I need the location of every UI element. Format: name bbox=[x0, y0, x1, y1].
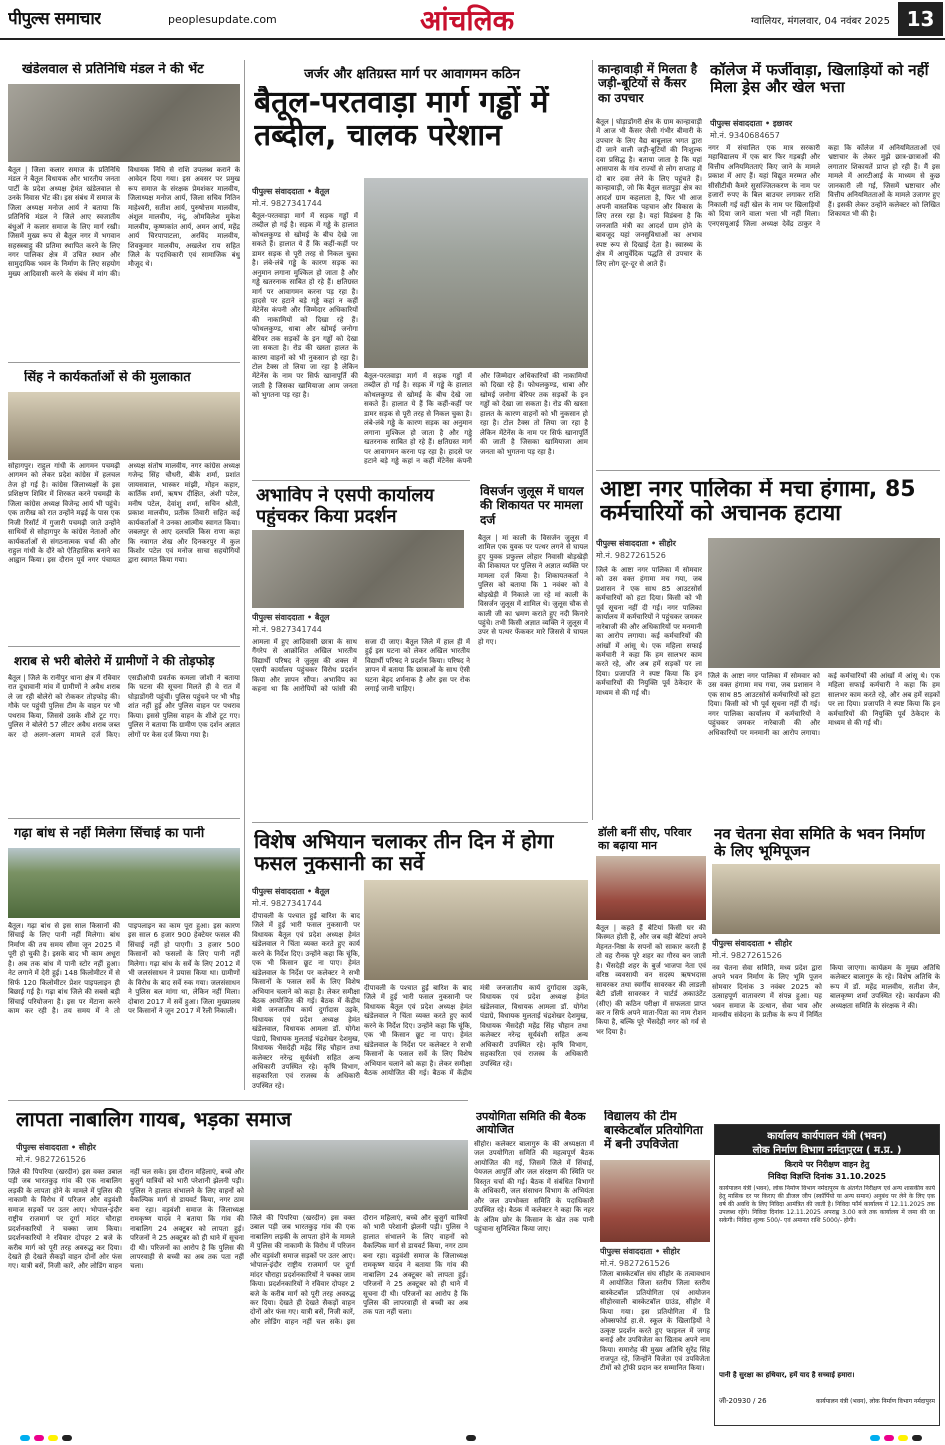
dolly-headline: डॉली बनीं सीए, परिवार का बढ़ाया मान bbox=[598, 826, 692, 853]
visarjan-body: बैतूल | मां काली के विसर्जन जुलूस में शामिल एक युवक पर पत्थर लगने से घायल हुए युवक प्रफुल्ल लोहार निवासी बोड़खेड़ी की शिकायत पर पुलिस ने अज्ञात व्यक्ति पर मामला दर्ज किया है। शिकायतकर्ता ने पुलिस को बताया कि 1 नवंबर को वे बोड़खेड़ी में निकाले जा रहे मां काली के विसर्जन जुलूस में शामिल थे। जुलूस चौक से काली जी का भ्रमण कराते हुए नदी किनारे पहुंचे। तभी किसी अज्ञात व्यक्ति ने जुलूस में उपर से पत्थर फेंककर मारे जिससे वे घायल हो गए। bbox=[478, 534, 588, 646]
column-rule bbox=[592, 60, 593, 820]
missing-body: जिले की पिपरिया (खरदीन) इस वक्त उबाल पड़ी जब भारतकुड़ गांव की एक नाबालिग लड़की के लापता होने के मामले में पुलिस की नाकामी के विरोध में परिजन और वड़ुवंशी समाज सड़कों पर उतर आए। भोपाल-इंदौर राष्ट्रीय राजमार्ग पर दूर्गा मांदर चौराहा प्रदर्शनकारियों ने चक्का जाम किया। प्रदर्शनकारियों ने रविवार दोपहर 2 बजे के करीब मार्ग को पूरी तरह अवरुद्ध कर दिया। देखते ही देखते सैकड़ों वाहन दोनों ओर फंस गए। यात्री बसें, निजी कारें, और लोडिंग वाहन नहीं चल सके। इस दौरान महिलाएं, बच्चे और बुजुर्ग यात्रियों को भारी परेशानी झेलनी पड़ी। पुलिस ने हालात संभालने के लिए वाहनों को वैकल्पिक मार्ग से डायवर्ट किया, नगर ठाम बना रहा। वड़ुवंशी समाज के जिलाध्यक्ष रामकृष्ण यादव ने बताया कि गांव की नाबालिग 24 अक्टूबर को लापता हुई। परिजनों ने 25 अक्टूबर को ही थाने में सूचना दी थी। परिजनों का आरोप है कि पुलिस की लापरवाही से बच्ची का अब तक पता नहीं चला। bbox=[8, 1168, 244, 1271]
cyan-mark bbox=[870, 1435, 880, 1441]
dam-headline: गढ़ा बांध से नहीं मिलेगा सिंचाई का पानी bbox=[14, 826, 205, 841]
ad-dept: लोक निर्माण विभाग नर्मदापुरम ( म.प्र. ) bbox=[752, 1145, 902, 1155]
cancer-headline: कान्हावाड़ी में मिलता है जड़ी-बूटियों से कैंसर का उपचार bbox=[598, 62, 698, 105]
basketball-byline: पीपुल्स संवाददाता • सीहोर bbox=[600, 1247, 680, 1256]
abvp-byline: पीपुल्स संवाददाता • बैतूल bbox=[252, 613, 330, 622]
abvp-headline: अभाविप ने एसपी कार्यालय पहुंचकर किया प्रदर्शन bbox=[256, 486, 434, 527]
abvp-photo bbox=[252, 530, 464, 608]
ad-ref: जी-20930 / 26 bbox=[719, 1397, 767, 1405]
ad-subtitle: निविदा विज्ञप्ति दिनांक 31.10.2025 bbox=[767, 1172, 887, 1181]
singh-photo bbox=[8, 392, 240, 460]
committee-body: सीहोर। कलेक्टर बालागुरु के की अध्यक्षता में जल उपयोगिता समिति की महत्वपूर्ण बैठक आयोजित की गई, जिसमें जिले में सिंचाई, पेयजल आपूर्ति और जल संरक्षण की स्थिति पर विस्तृत चर्चा की गई। बैठक में संबंधित विभागों के अधिकारी, जल संसाधन विभाग के अभियंता और जल उपभोक्ता समिति के पदाधिकारी उपस्थित रहे। बैठक में कलेक्टर ने कहा कि नहर के अंतिम छोर के किसान के खेत तक पानी पहुंचाना सुनिश्चित किया जाए। bbox=[474, 1140, 594, 1233]
college-headline: कॉलेज में फर्जीवाड़ा, खिलाड़ियों को नहीं मिला ड्रेस और खेल भत्ता bbox=[710, 62, 929, 97]
magenta-mark bbox=[884, 1435, 894, 1441]
ad-body: कार्यपालन यंत्री (भवन), लोक निर्माण विभाग नर्मदापुरम के अंतर्गत निरीक्षण एवं अन्य शासकीय कार्य हेतु मासिक दर पर किराए की डीजल जीप (स्कॉर्पियो या अन्य समान) अनुबंध पर लेने के लिए एक वर्ष की अवधि के लिए निविदा आमंत्रित की जाती है। निविदा फॉर्म कार्यालय में 12.11.2025 तक उपलब्ध रहेंगे। निविदा दिनांक 12.11.2025 अपराह्न 3.00 बजे तक कार्यालय में जमा की जा सकेगी। निविदा शुल्क 500/- एवं अमानत राशि 5000/- होगी। bbox=[719, 1185, 935, 1225]
masthead bbox=[0, 0, 945, 40]
road-mobile: मो.नं. 9827341744 bbox=[252, 199, 322, 208]
basketball-mobile: मो.नं. 9827261526 bbox=[600, 1259, 670, 1268]
singh-headline: सिंह ने कार्यकर्ताओं से की मुलाकात bbox=[24, 370, 191, 385]
missing-body-cont: जिले की पिपरिया (खरदीन) इस वक्त उबाल पड़ी जब भारतकुड़ गांव की एक नाबालिग लड़की के लापता होने के मामले में पुलिस की नाकामी के विरोध में परिजन और वड़ुवंशी समाज सड़कों पर उतर आए। भोपाल-इंदौर राष्ट्रीय राजमार्ग पर दूर्गा मांदर चौराहा प्रदर्शनकारियों ने चक्का जाम किया। प्रदर्शनकारियों ने रविवार दोपहर 2 बजे के करीब मार्ग को पूरी तरह अवरुद्ध कर दिया। देखते ही देखते सैकड़ों वाहन दोनों ओर फंस गए। यात्री बसें, निजी कारें, और लोडिंग वाहन नहीं चल सके। इस दौरान महिलाएं, बच्चे और बुजुर्ग यात्रियों को भारी परेशानी झेलनी पड़ी। पुलिस ने हालात संभालने के लिए वाहनों को वैकल्पिक मार्ग से डायवर्ट किया, नगर ठाम बना रहा। वड़ुवंशी समाज के जिलाध्यक्ष रामकृष्ण यादव ने बताया कि गांव की नाबालिग 24 अक्टूबर को लापता हुई। परिजनों ने 25 अक्टूबर को ही थाने में सूचना दी थी। परिजनों का आरोप है कि पुलिस की लापरवाही से बच्ची का अब तक पता नहीं चला। bbox=[250, 1214, 468, 1326]
committee-headline: उपयोगिता समिति की बैठक आयोजित bbox=[476, 1110, 586, 1137]
survey-body-cont: दीपावली के पश्चात हुई बारिश के बाद जिले में हुई भारी फसल नुकसानी पर विधायक बैतूल एवं प्रदेश अध्यक्ष हेमंत खंडेलवाल ने चिंता व्यक्त करते हुए कार्य करने के निर्देश दिए। उन्होंने कहा कि चूंकि, एक भी किसान छूट ना पाए। हेमंत खंडेलवाल के निर्देश पर कलेक्टर ने सभी किसानों के फसल सर्वे के लिए विशेष अभियान चलाने को कहा है। लेकर समीक्षा बैठक आयोजित की गई। बैठक में केंद्रीय मंत्री जनजातीय कार्य दुर्गादास उइके, विधायक एवं प्रदेश अध्यक्ष हेमंत खंडेलवाल, विधायक आमला डॉ. योगेश पंडाग्रे, विधायक मुलताई चंद्रशेखर देशमुख, विधायक भैंसदेही महेंद्र सिंह चौहान तथा कलेक्टर नरेन्द्र सूर्यवंशी सहित अन्य अधिकारी उपस्थित रहे। कृषि विभाग, सहकारिता एवं राजस्व के अधिकारी उपस्थित रहे। bbox=[364, 984, 588, 1077]
divider bbox=[252, 480, 470, 481]
paper-url[interactable]: peoplesupdate.com bbox=[168, 13, 277, 26]
survey-photo bbox=[364, 880, 588, 980]
paper-name: पीपुल्स समाचार bbox=[8, 9, 101, 29]
abvp-body: आमला में हुए आदिवासी छात्रा के साथ गैंगरेप से आक्रोशित अखिल भारतीय विद्यार्थी परिषद ने जुलूस की शक्ल में एसपी कार्यालय पहुंचकर विरोध प्रदर्शन किया और ज्ञापन सौंपा। अभाविप का कहना था कि आरोपियों को फांसी की सजा दी जाए। बैतूल जिले में हाल ही में हुई इस घटना को लेकर अखिल भारतीय विद्यार्थी परिषद ने प्रदर्शन किया। परिषद ने ज्ञापन में बताया कि छात्राओं के साथ ऐसी घटना बेहद शर्मनाक है और इस पर रोक लगाई जानी चाहिए। bbox=[252, 638, 470, 694]
page-number: 13 bbox=[898, 2, 943, 36]
survey-body: दीपावली के पश्चात हुई बारिश के बाद जिले में हुई भारी फसल नुकसानी पर विधायक बैतूल एवं प्रदेश अध्यक्ष हेमंत खंडेलवाल ने चिंता व्यक्त करते हुए कार्य करने के निर्देश दिए। उन्होंने कहा कि चूंकि, एक भी किसान छूट ना पाए। हेमंत खंडेलवाल के निर्देश पर कलेक्टर ने सभी किसानों के फसल सर्वे के लिए विशेष अभियान चलाने को कहा है। लेकर समीक्षा बैठक आयोजित की गई। बैठक में केंद्रीय मंत्री जनजातीय कार्य दुर्गादास उइके, विधायक एवं प्रदेश अध्यक्ष हेमंत खंडेलवाल, विधायक आमला डॉ. योगेश पंडाग्रे, विधायक मुलताई चंद्रशेखर देशमुख, विधायक भैंसदेही महेंद्र सिंह चौहान तथा कलेक्टर नरेन्द्र सूर्यवंशी सहित अन्य अधिकारी उपस्थित रहे। कृषि विभाग, सहकारिता एवं राजस्व के अधिकारी उपस्थित रहे। bbox=[252, 912, 360, 1090]
navchetna-photo bbox=[712, 864, 940, 934]
tender-ad bbox=[714, 1124, 940, 1426]
navchetna-body: नव चेतना सेवा समिति, मध्य प्रदेश द्वारा अपने भवन निर्माण के लिए भूमि पूजन सोमवार दिनांक 3 नवंबर 2025 को उत्साहपूर्ण वातावरण में संपन्न हुआ। यह भवन समाज के उत्थान, सेवा भाव और मानवीय संवेदना के प्रतीक के रूप में निर्मित किया जाएगा। कार्यक्रम के मुख्य अतिथि कलेक्टर बालागुरु के रहे। विशेष अतिथि के रूप में डॉ. महेंद्र मालवीय, सतीश जैन, बालकृष्ण शर्मा उपस्थित रहे। कार्यक्रम की अध्यक्षता समिति के संरक्षक ने की। bbox=[712, 964, 940, 1020]
navchetna-headline: नव चेतना सेवा समिति के भवन निर्माण के लिए भूमिपूजन bbox=[714, 826, 925, 861]
road-kicker: जर्जर और क्षतिग्रस्त मार्ग पर आवागमन कठिन bbox=[304, 67, 520, 82]
dam-photo bbox=[8, 848, 240, 918]
dam-body: बैतूल। गढ़ा बांध से इस साल किसानों की सिंचाई के लिए पानी नहीं मिलेगा। बांध निर्माण की तय समय सीमा जून 2025 में पूरी हो चुकी है। इसके बाद भी काम अधूरा है। अब तक बांध में पानी स्टोर नहीं हुआ। नेट लगाने में देरी हुई। 148 किलोमीटर में से सिर्फ 120 किलोमीटर प्रेशर पाइपलाइन ही बिछाई गई है। गढ़ा बांध जिले की सबसे बड़ी सिंचाई परियोजना है। इस पर मेंटाना करने काम कर रही है। तय समय में ने तो पाइपलाइन का काम पूरा हुआ। इस कारण इस साल 6 हजार 900 हेक्टेयर फसल की सिंचाई नहीं हो पाएगी। 3 हजार 500 किसानों को फसलों के लिए पानी नहीं मिलेगा। गढ़ा बांध के सर्वे के लिए 2012 में भी जलसंसाधन ने प्रयास किया था। ग्रामीणों के विरोध के बाद सर्वे रुक गया। जलसंसाधन ने पुलिस बल मांगा था, लेकिन नहीं मिला। दोबारा 2017 में सर्वे हुआ। जिला मुख्यालय पर किसानों ने जून 2017 में रैली निकाली। bbox=[8, 922, 240, 1015]
divider bbox=[8, 646, 240, 647]
college-mobile: मो.नं. 9340684657 bbox=[710, 131, 780, 140]
missing-byline: पीपुल्स संवाददाता • सीहोर bbox=[16, 1143, 96, 1152]
liquor-body: बैतूल | जिले के रानीपुर थाना क्षेत्र में रविवार रात दुधावानी मांव में ग्रामीणों ने अवैध शराब ले जा रही बोलेरो को रोककर तोड़फोड़ की। गौके पर पहुंची पुलिस टीम के वाहन पर भी पथराव किया, जिससे उसके शीशे टूट गए। पुलिस ने बोलेरो 57 लीटर अवैध शराब जब्त कर दो अलग-अलग मामले दर्ज किए। एसडीओपी प्रवर्तक कमला जोशी ने बताया कि घटना की सूचना मिलते ही वे रात में घोड़ाडोंगरी पहुंचीं। पुलिस पहुंचने पर भी भीड़ शांत नहीं हुई और पुलिस वाहन पर पथराव किया। इससे पुलिस वाहन के शीशे टूट गए। पुलिस ने बताया कि ग्रामीण एक दर्शन अज्ञात लोगों पर केस दर्ज किया गया है। bbox=[8, 674, 240, 739]
survey-headline: विशेष अभियान चलाकर तीन दिन में होगा फसल नुकसानी का सर्वे bbox=[254, 830, 554, 874]
basketball-body: जिला बास्केटबॉल संघ सीहोर के तत्वावधान में आयोजित जिला स्तरीय जिला स्तरीय बास्केटबॉल प्रतियोगिता एवं आयोजन सीहोरवाली बास्केटबॉल ग्राउंड, सीहोर में किया गया। इस प्रतियोगिता में डि ओक्सफोर्ड हा.से. स्कूल के खिलाड़ियों ने उत्कृष्ट प्रदर्शन करते हुए फाइनल में जगह बनाई और उपविजेता का खिताब अपने नाम किया। समारोह की मुख्य अतिथि सुरेंद्र सिंह राजपूत रहे, जिन्होंने विजेता एवं उपविजेता टीमों को ट्रॉफी प्रदान कर सम्मानित किया। bbox=[600, 1270, 710, 1373]
missing-mobile: मो.नं. 9827261526 bbox=[16, 1155, 86, 1164]
cancer-body: बैतूल | घोड़ाडोंगरी क्षेत्र के ग्राम कान्हावाड़ी में आज भी कैंसर जैसी गंभीर बीमारी के उपचार के लिए वैद्य बाबूलाल भगत द्वारा दी जाने वाली जड़ी-बूटियों की निःशुल्क दवा प्रसिद्ध है। बताया जाता है कि यहां आसपास के गांव राज्यों से लोग सप्ताह में दो बार दवा लेने के लिए पहुंचते हैं। कान्हावाड़ी, जो कि बैतूल सतपुड़ा क्षेत्र का आदर्श ग्राम कहलाता है, फिर भी आज अपनी वास्तविक पहचान और विकास के लिए तरस रहा है। यहां विडंबना है कि जनजाति मंत्री का आदर्श ग्राम होने के बावजूद यहां जनसुविधाओं का अभाव स्पष्ट रूप से दिखाई देता है। स्वास्थ्य के क्षेत्र में आयुर्वेदिक पद्धति से उपचार के लिए लोग दूर-दूर से आते हैं। bbox=[596, 118, 702, 268]
road-body-cont: बैतूल-परतवाड़ा मार्ग में सड़क गड्ढों में तब्दील हो गई है। सड़क में गड्ढे के हालात कोथलकुण्ड से खोमई के बीच देखे जा सकते हैं। हालात ये हैं कि कहीं-कहीं पर डामर सड़क से पूरी तरह से निकल चुका है। लंबे-लंबे गड्ढे के कारण सड़क का अनुमान लगाना मुश्किल हो जाता है और गड्ढे खतरनाक साबित हो रहे हैं। क्षतिग्रस्त मार्ग पर आवागमन करना पड़ रहा है। हादसे पर हटाने बड़े गड्ढे कहां न कहीं मेंटेनेंस कंपनी और जिम्मेदार अधिकारियों की नाकामियों को दिखा रहे हैं। फोथलकुण्ड, धाबा और खोमई जनोगा बेरियर तक सड़कों के इन गड्ढों को देखा जा सकता है। रोड की खस्ता हालत के कारण वाहनों को भी नुकसान हो रहा है। टोल टैक्स तो लिया जा रहा है लेकिन मेंटेनेंस के नाम पर सिर्फ खानापूर्ति की जाती है जिसका खामियाजा आम जनता को भुगतना पड़ रहा है। bbox=[364, 372, 588, 465]
cyan-mark bbox=[20, 1435, 30, 1441]
college-body: नगर में संचालित एक मात्र सरकारी महाविद्यालय में एक बार फिर गड़बड़ी और वित्तीय अनियमितताएं किए जाने के मामले प्रकाश में आए हैं। यहां विद्युत मरम्मत और सीसीटीवी कैमरे सुसज्जितकरण के नाम पर हजारों रुपए के बिल बाउचर लगाकर राशि निकाली गई वहीं खेल के नाम पर खिलाड़ियों को दिया जाने वाला भत्ता भी नहीं मिला। एनएसयूआई जिला अध्यक्ष देवेंद्र ठाकुर ने कहा कि कॉलेज में अनियमितताओं एवं भ्रष्टाचार के लेकर मुझे छात्र-छात्राओं की लगातार शिकायतें प्राप्त हो रही हैं। मैं इस मामले में आरटीआई के माध्यम से कुछ जानकारी ली गई, जिसमें भ्रष्टाचार और वित्तीय अनियमितताओं के मामले उजागर हुए हैं। इसकी लेकर उन्होंने कलेक्टर को लिखित शिकायत भी की है। bbox=[708, 144, 940, 228]
survey-byline: पीपुल्स संवाददाता • बैतूल bbox=[252, 887, 330, 896]
dolly-photo bbox=[596, 856, 706, 920]
college-byline: पीपुल्स संवाददाता • इछावर bbox=[710, 119, 793, 128]
ashta-mobile: मो.नं. 9827261526 bbox=[596, 551, 666, 560]
black-mark bbox=[912, 1435, 922, 1441]
yellow-mark bbox=[48, 1435, 58, 1441]
divider bbox=[252, 822, 588, 823]
ad-header bbox=[715, 1125, 939, 1155]
ashta-photo bbox=[708, 538, 940, 668]
column-rule bbox=[244, 60, 245, 1090]
ad-office: कार्यालय कार्यपालन यंत्री (भवन) bbox=[767, 1131, 887, 1142]
center-mark bbox=[466, 1435, 476, 1441]
missing-headline: लापता नाबालिग गायब, भड़का समाज bbox=[16, 1108, 292, 1131]
liquor-headline: शराब से भरी बोलेरो में ग्रामीणों ने की तोड़फोड़ bbox=[14, 654, 215, 668]
ad-title: किराये पर निरीक्षण वाहन हेतु bbox=[784, 1160, 870, 1169]
navchetna-mobile: मो.नं. 9827261526 bbox=[712, 951, 782, 960]
section-title: आंचलिक bbox=[420, 4, 515, 37]
road-byline: पीपुल्स संवाददाता • बैतूल bbox=[252, 187, 330, 196]
divider bbox=[8, 818, 240, 819]
navchetna-byline: पीपुल्स संवाददाता • सीहोर bbox=[712, 939, 792, 948]
yellow-mark bbox=[898, 1435, 908, 1441]
khandelwal-body: बैतूल | जिला कलार समाज के प्रतिनिधि मंडल ने बैतूल विधायक और भारतीय जनता पार्टी के प्रदेश अध्यक्ष हेमंत खंडेलवाल से उनके निवास भेंट की। इस संबंध में समाज के जिला अध्यक्ष मनोज आर्य ने बताया कि प्रतिनिधि मंडल ने जिले आए स्वजातीय बंधुओं ने कलार समाज के लिए मार्ग रखी। जिसमें मुख्य रूप से बैतूल नगर में भगवान सहस्त्रबाहु की प्रतिमा स्थापित करने के लिए नगर पालिका क्षेत्र में उचित स्थान और सामुदायिक भवन के निर्माण के लिए सहयोग मुख्य आदिवासी करने के संबंध में मांग की। विधायक निधि से राशि उपलब्ध कराने के आवेदन दिया गया। इस अवसर पर प्रमुख रूप समाज के संरक्षक प्रेमशंकर मालवीय, जिलाध्यक्ष मनोज आर्य, जिला सचिव नितिन माहेश्वरी, सतीश आर्य, पुरुषोत्तम मालवीय, अंशुल मालवीय, नंदू, ओमविलेश मुकेश मालवीय, कृष्णकांत आर्य, अमन आर्य, महेंद्र आर्य चिरपापाटला, अरविंद मालवीय, शिवकुमार मालवीय, अखलेश राय सहित जिले के पदाधिकारी एवं सामाजिक बंधु मौजूद थे। bbox=[8, 166, 240, 278]
ashta-byline: पीपुल्स संवाददाता • सीहोर bbox=[596, 539, 676, 548]
road-body: बैतूल-परतवाड़ा मार्ग में सड़क गड्ढों में तब्दील हो गई है। सड़क में गड्ढे के हालात कोथलकुण्ड से खोमई के बीच देखे जा सकते हैं। हालात ये हैं कि कहीं-कहीं पर डामर सड़क से पूरी तरह से निकल चुका है। लंबे-लंबे गड्ढे के कारण सड़क का अनुमान लगाना मुश्किल हो जाता है और गड्ढे खतरनाक साबित हो रहे हैं। क्षतिग्रस्त मार्ग पर आवागमन करना पड़ रहा है। हादसे पर हटाने बड़े गड्ढे कहां न कहीं मेंटेनेंस कंपनी और जिम्मेदार अधिकारियों की नाकामियों को दिखा रहे हैं। फोथलकुण्ड, धाबा और खोमई जनोगा बेरियर तक सड़कों के इन गड्ढों को देखा जा सकता है। रोड की खस्ता हालत के कारण वाहनों को भी नुकसान हो रहा है। टोल टैक्स तो लिया जा रहा है लेकिन मेंटेनेंस के नाम पर सिर्फ खानापूर्ति की जाती है जिसका खामियाजा आम जनता को भुगतना पड़ रहा है। bbox=[252, 212, 358, 400]
basketball-photo bbox=[600, 1160, 710, 1242]
road-photo bbox=[364, 178, 588, 368]
divider bbox=[8, 362, 240, 363]
ashta-body-cont: जिले के आष्टा नगर पालिका में सोमवार को उस वक्त हंगामा मच गया, जब प्रशासन ने एक साथ 85 आउटसोर्स कर्मचारियों को हटा दिया। किसी को भी पूर्व सूचना नहीं दी गई। नगर पालिका कार्यालय में कर्मचारियों ने पहुंचकर जमकर नारेबाजी की और अधिकारियों पर मनमानी का आरोप लगाया। कई कर्मचारियों की आंखों में आंसू थे। एक महिला सफाई कर्मचारी ने कहा कि हम सालभर काम करते रहे, और अब हमें सड़कों पर ला दिया। प्रजापति ने स्पष्ट किया कि इन कर्मचारियों की नियुक्ति पूर्व ठेकेदार के माध्यम से की गई थी। bbox=[708, 672, 940, 737]
black-mark bbox=[62, 1435, 72, 1441]
print-registration-marks bbox=[0, 1432, 945, 1445]
divider bbox=[596, 470, 940, 471]
khandelwal-photo bbox=[8, 84, 240, 162]
visarjan-headline: विसर्जन जुलूस में घायल की शिकायत पर मामला दर्ज bbox=[480, 484, 584, 527]
dateline: ग्वालियर, मंगलवार, 04 नवंबर 2025 bbox=[750, 16, 890, 27]
divider bbox=[8, 1100, 468, 1101]
ad-signatory: कार्यपालन यंत्री (भवन), लोक निर्माण विभाग नर्मदापुरम bbox=[815, 1398, 935, 1405]
road-headline: बैतूल-परतवाड़ा मार्ग गड्ढों में तब्दील, चालक परेशान bbox=[254, 86, 549, 152]
ashta-body: जिले के आष्टा नगर पालिका में सोमवार को उस वक्त हंगामा मच गया, जब प्रशासन ने एक साथ 85 आउटसोर्स कर्मचारियों को हटा दिया। किसी को भी पूर्व सूचना नहीं दी गई। नगर पालिका कार्यालय में कर्मचारियों ने पहुंचकर जमकर नारेबाजी की और अधिकारियों पर मनमानी का आरोप लगाया। कई कर्मचारियों की आंखों में आंसू थे। एक महिला सफाई कर्मचारी ने कहा कि हम सालभर काम करते रहे, और अब हमें सड़कों पर ला दिया। प्रजापति ने स्पष्ट किया कि इन कर्मचारियों की नियुक्ति पूर्व ठेकेदार के माध्यम से की गई थी। bbox=[596, 566, 702, 697]
basketball-headline: विद्यालय की टीम बास्केटबॉल प्रतियोगिता में बनी उपविजेता bbox=[604, 1110, 703, 1151]
abvp-mobile: मो.नं. 9827341744 bbox=[252, 625, 322, 634]
ad-notice: पानी है सुरक्षा का हथियार, हमें याद है सच्चाई हमारा। bbox=[719, 1371, 855, 1379]
survey-mobile: मो.नं. 9827341744 bbox=[252, 899, 322, 908]
khandelwal-headline: खंडेलवाल से प्रतिनिधि मंडल ने की भेंट bbox=[22, 62, 204, 77]
dolly-body: बैतूल | कहते हैं बेटियां किसी घर की किस्मत होती हैं, और जब वही बेटियां अपने मेहनत-निष्ठा के सपनों को साकार करती हैं तो वह रौनक पूरे शहर का गौरव बन जाती है। भैंसदेही शहर के बुर्ज भाजपा नेता एवं वरिष्ठ व्यवसायी वन सदस्य ऋषभदास सावरकर तथा स्वर्गीय सावरकर की लाडली बेटी डॉली सावरकर ने चार्टर्ड अकाउंटेंट (सीए) की कठिन परीक्षा में सफलता प्राप्त कर न सिर्फ अपने माता-पिता का नाम रोशन किया है, बल्कि पूरे भैंसदेही नगर को गर्व से भर दिया है। bbox=[596, 924, 706, 1036]
ashta-headline: आष्टा नगर पालिका में मचा हंगामा, 85 कर्मचारियों को अचानक हटाया bbox=[600, 478, 916, 527]
magenta-mark bbox=[34, 1435, 44, 1441]
singh-body: सोहागपुर। राहुल गांधी के आगमन पचमढ़ी आगमन को लेकर प्रदेश कांग्रेस में हलचल तेज हो गई है। कांग्रेस जिलाध्यक्षों के इस प्रशिक्षण शिविर में शिरकत करने पचमढ़ी के जिला कांग्रेस अध्यक्ष विजेन्द्र आर्य भी पहुंचे। एक तारीख को रात उन्होंने मढ़ई के पास एक निजी रिसॉर्ट में गुजारी पचमढ़ी जाते उन्होंने साथियों से सोहागपुर के कांग्रेस नेताओं और कार्यकर्ताओं से संगठनात्मक चर्चा की और राहुल गांधी के दौरे को ऐतिहासिक बनाने का आह्वान किया। इस दौरान पूर्व नगर पंचायत अध्यक्ष संतोष मालवीय, नगर कांग्रेस अध्यक्ष गजेन्द्र सिंह चौधरी, बीके शर्मा, प्रशांत जायसवाल, भास्कर मांझी, मोहन कहार, कार्तिक शर्मा, ऋषभ दीक्षित, अंशी पटेल, मनीष पटेल, देवांशु शर्मा, सचिन श्रोती, प्रकाश मालवीय, प्रतीक तिवारी सहित कई कार्यकर्ताओं ने उनका आत्मीय स्वागत किया। जबलपुर से आए दलचलि किस राणा कहा कि नवागत शेख और दिनकरपुर में कुल किशोर पटेल एवं मनोज साचा सहयोगियों द्वारा स्वागत किया गया। bbox=[8, 462, 240, 565]
missing-photo bbox=[250, 1140, 468, 1210]
